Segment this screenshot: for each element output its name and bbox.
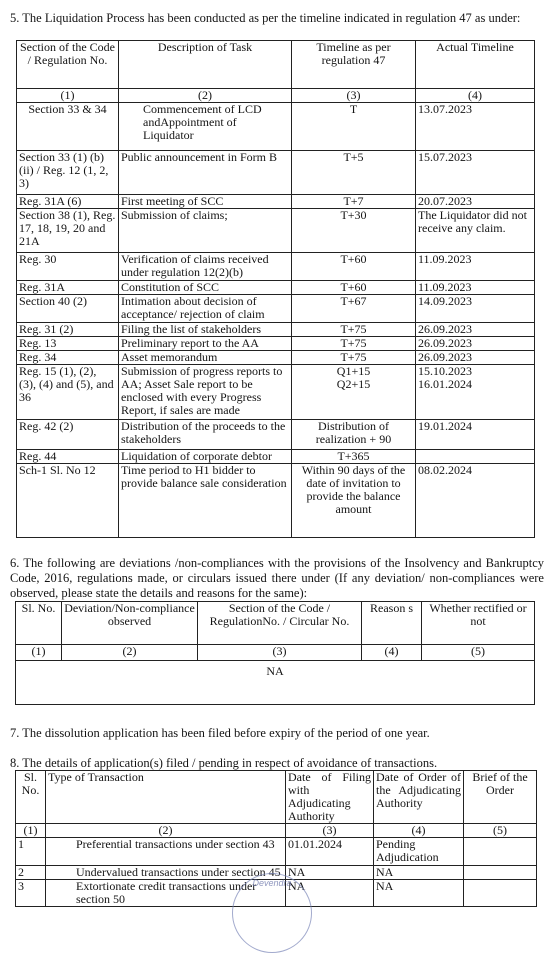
header-sl-no: Sl. No. bbox=[16, 771, 46, 824]
table-cell: Intimation about decision of acceptance/ rejection of claim bbox=[119, 295, 292, 323]
col-number: (3) bbox=[286, 824, 374, 838]
table-cell: Pending Adjudication bbox=[374, 838, 464, 866]
table-cell: 13.07.2023 bbox=[416, 103, 535, 151]
table-cell: Section 33 & 34 bbox=[17, 103, 119, 151]
col-number: (3) bbox=[198, 645, 362, 661]
na-cell: NA bbox=[16, 661, 535, 705]
table-cell: Section 38 (1), Reg. 17, 18, 19, 20 and 21A bbox=[17, 209, 119, 253]
table-cell: NA bbox=[374, 866, 464, 880]
table-cell: 3 bbox=[16, 880, 46, 907]
col-number: (2) bbox=[62, 645, 198, 661]
col-number: (1) bbox=[17, 89, 119, 103]
header-description: Description of Task bbox=[119, 41, 292, 89]
table-cell: Distribution of the proceeds to the stakeholders bbox=[119, 420, 292, 450]
deviations-table bbox=[15, 601, 535, 705]
table-cell: 26.09.2023 bbox=[416, 323, 535, 337]
table-cell bbox=[464, 880, 537, 907]
table-cell: Sch-1 Sl. No 12 bbox=[17, 464, 119, 538]
col-number: (3) bbox=[292, 89, 416, 103]
table-cell: 2 bbox=[16, 866, 46, 880]
table-cell: Reg. 15 (1), (2), (3), (4) and (5), and 36 bbox=[17, 365, 119, 420]
table-cell: Reg. 31 (2) bbox=[17, 323, 119, 337]
table-cell: NA bbox=[286, 880, 374, 907]
table-cell: T+75 bbox=[292, 337, 416, 351]
table-cell: Submission of progress reports to AA; Asset Sale report to be enclosed with every Progress Report, if sales are made bbox=[119, 365, 292, 420]
table-cell: Public announcement in Form B bbox=[119, 151, 292, 195]
table-cell: Undervalued transactions under section 45 bbox=[46, 866, 286, 880]
table-cell: Reg. 42 (2) bbox=[17, 420, 119, 450]
table-cell: Preferential transactions under section 43 bbox=[46, 838, 286, 866]
table-cell: 20.07.2023 bbox=[416, 195, 535, 209]
table-cell: Liquidation of corporate debtor bbox=[119, 450, 292, 464]
table-cell: 11.09.2023 bbox=[416, 281, 535, 295]
table-cell: 1 bbox=[16, 838, 46, 866]
stamp-text: Devendra bbox=[252, 878, 292, 888]
table-cell: T+75 bbox=[292, 351, 416, 365]
table-cell: 15.10.2023 16.01.2024 bbox=[416, 365, 535, 420]
header-brief: Brief of the Order bbox=[464, 771, 537, 824]
header-section: Section of the Code / Regulation No. bbox=[17, 41, 119, 89]
table-cell: T+365 bbox=[292, 450, 416, 464]
table-cell: 26.09.2023 bbox=[416, 337, 535, 351]
table-cell: T+60 bbox=[292, 253, 416, 281]
table-cell: T+60 bbox=[292, 281, 416, 295]
header-actual: Actual Timeline bbox=[416, 41, 535, 89]
table-cell: Distribution of realization + 90 bbox=[292, 420, 416, 450]
col-number: (2) bbox=[46, 824, 286, 838]
header-reasons: Reason s bbox=[362, 602, 422, 645]
table-cell: Preliminary report to the AA bbox=[119, 337, 292, 351]
col-number: (2) bbox=[119, 89, 292, 103]
table-cell: Filing the list of stakeholders bbox=[119, 323, 292, 337]
table-cell: T bbox=[292, 103, 416, 151]
header-deviation: Deviation/Non-compliance observed bbox=[62, 602, 198, 645]
table-cell: Reg. 31A bbox=[17, 281, 119, 295]
col-number: (5) bbox=[422, 645, 535, 661]
table-cell: Extortionate credit transactions under section 50 bbox=[46, 880, 286, 907]
table-cell: 15.07.2023 bbox=[416, 151, 535, 195]
table-cell: Reg. 34 bbox=[17, 351, 119, 365]
table-cell: T+67 bbox=[292, 295, 416, 323]
table-cell: 11.09.2023 bbox=[416, 253, 535, 281]
section-7-text: 7. The dissolution application has been filed before expiry of the period of one year. bbox=[10, 726, 430, 740]
table-cell: Reg. 30 bbox=[17, 253, 119, 281]
table-cell: Constitution of SCC bbox=[119, 281, 292, 295]
table-cell: 14.09.2023 bbox=[416, 295, 535, 323]
col-number: (4) bbox=[374, 824, 464, 838]
header-section: Section of the Code / RegulationNo. / Circular No. bbox=[198, 602, 362, 645]
liquidation-timeline-table bbox=[16, 40, 535, 538]
table-cell: 26.09.2023 bbox=[416, 351, 535, 365]
table-cell: 01.01.2024 bbox=[286, 838, 374, 866]
table-cell: Q1+15 Q2+15 bbox=[292, 365, 416, 420]
table-cell: Submission of claims; bbox=[119, 209, 292, 253]
table-cell: T+7 bbox=[292, 195, 416, 209]
section-8-text: 8. The details of application(s) filed / pending in respect of avoidance of transactions. bbox=[10, 756, 438, 770]
table-cell: The Liquidator did not receive any claim. bbox=[416, 209, 535, 253]
table-cell bbox=[416, 450, 535, 464]
header-type: Type of Transaction bbox=[46, 771, 286, 824]
table-cell: Verification of claims received under regulation 12(2)(b) bbox=[119, 253, 292, 281]
section-5-text: 5. The Liquidation Process has been conducted as per the timeline indicated in regulation 47 as under: bbox=[10, 11, 521, 25]
table-cell: Asset memorandum bbox=[119, 351, 292, 365]
table-cell: Commencement of LCD andAppointment of Liquidator bbox=[119, 103, 292, 151]
table-cell: T+30 bbox=[292, 209, 416, 253]
table-cell: 19.01.2024 bbox=[416, 420, 535, 450]
company-seal-stamp bbox=[232, 873, 312, 953]
table-cell: Within 90 days of the date of invitation to provide the balance amount bbox=[292, 464, 416, 538]
col-number: (4) bbox=[416, 89, 535, 103]
table-cell: Reg. 44 bbox=[17, 450, 119, 464]
table-cell: T+5 bbox=[292, 151, 416, 195]
table-cell: Reg. 31A (6) bbox=[17, 195, 119, 209]
header-date-order: Date of Order of the Adjudicating Authority bbox=[374, 771, 464, 824]
table-cell: Section 33 (1) (b) (ii) / Reg. 12 (1, 2, 3) bbox=[17, 151, 119, 195]
table-cell bbox=[464, 838, 537, 866]
col-number: (4) bbox=[362, 645, 422, 661]
table-cell: T+75 bbox=[292, 323, 416, 337]
col-number: (1) bbox=[16, 824, 46, 838]
table-cell: NA bbox=[374, 880, 464, 907]
table-cell bbox=[464, 866, 537, 880]
table-cell: Reg. 13 bbox=[17, 337, 119, 351]
table-cell: Section 40 (2) bbox=[17, 295, 119, 323]
header-sl-no: Sl. No. bbox=[16, 602, 62, 645]
table-cell: 08.02.2024 bbox=[416, 464, 535, 538]
header-rectified: Whether rectified or not bbox=[422, 602, 535, 645]
table-cell: First meeting of SCC bbox=[119, 195, 292, 209]
col-number: (1) bbox=[16, 645, 62, 661]
col-number: (5) bbox=[464, 824, 537, 838]
header-date-filing: Date of Filing with Adjudicating Authority bbox=[286, 771, 374, 824]
table-cell: Time period to H1 bidder to provide balance sale consideration bbox=[119, 464, 292, 538]
header-timeline: Timeline as per regulation 47 bbox=[292, 41, 416, 89]
table-cell: NA bbox=[286, 866, 374, 880]
section-6-text: 6. The following are deviations /non-compliances with the provisions of the Insolvency and Bankruptcy Code, 2016, regulations made, or circulars issued there under (If any deviation/ non-compliances were observed, please state the details and reasons for the same): bbox=[10, 556, 544, 600]
